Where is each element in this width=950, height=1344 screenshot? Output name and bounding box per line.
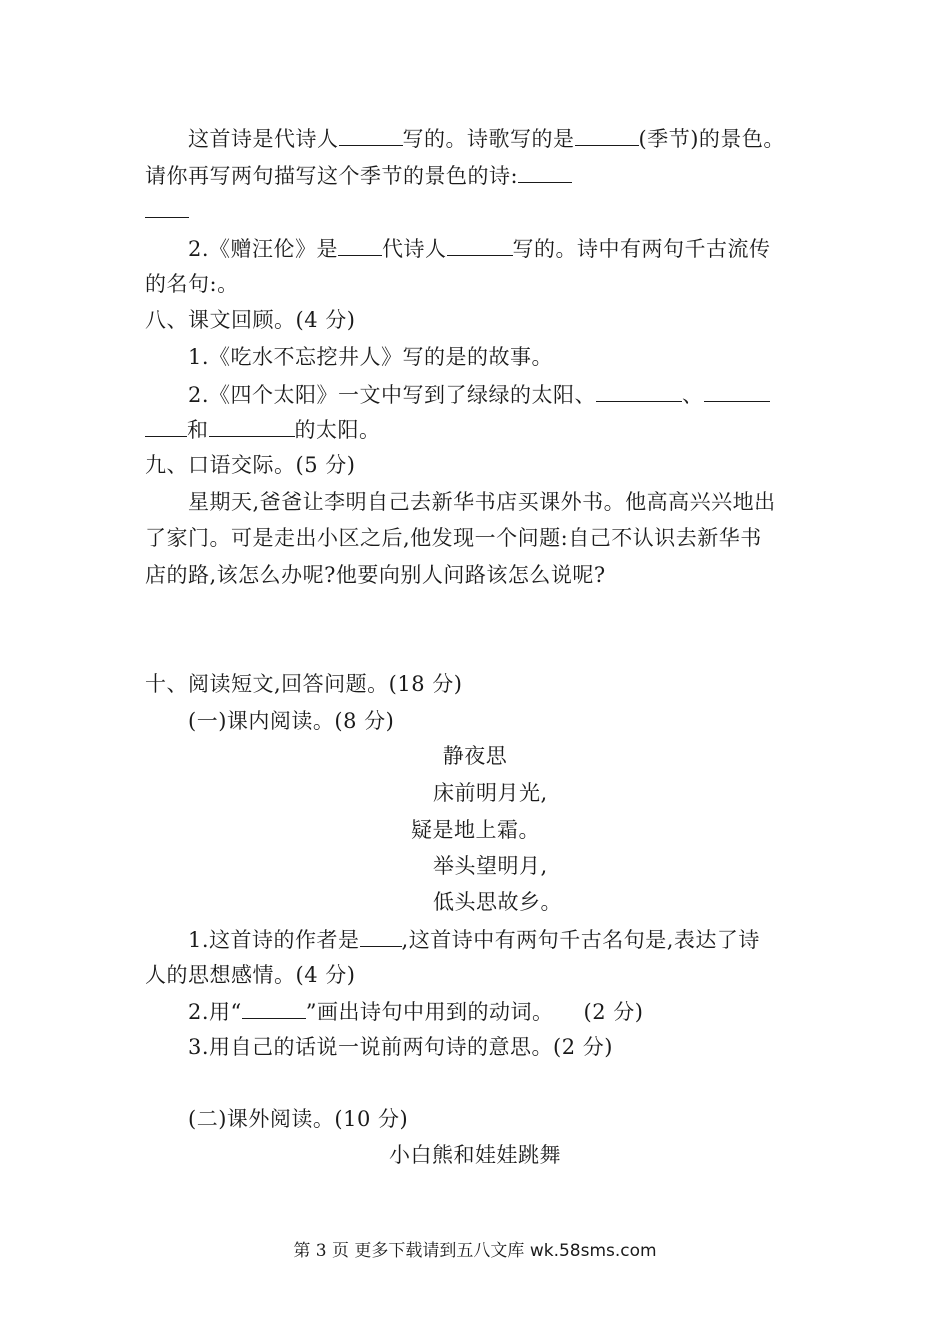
story-title: 小白熊和娃娃跳舞 [389, 1143, 561, 1167]
section-8-heading: 八、课文回顾。(4 分) [145, 308, 356, 332]
s10-part1-heading: (一)课内阅读。(8 分) [188, 709, 395, 733]
answer-blank [338, 235, 382, 256]
s10-q1-line2: 人的思想感情。(4 分) [145, 963, 356, 987]
s10-q1-line [188, 926, 760, 953]
poem-title: 静夜思 [442, 744, 508, 768]
s10-q3: 3.用自己的话说一说前两句诗的意思。(2 分) [188, 1035, 613, 1059]
s7-q2-line [188, 235, 771, 262]
footer-link[interactable]: wk.58sms.com [529, 1241, 657, 1261]
poem-line-1: 床前明月光, [433, 781, 548, 805]
s7-q1-line [188, 125, 785, 152]
s9-paragraph-line1: 星期天,爸爸让李明自己去新华书店买课外书。他高高兴兴地出 [188, 490, 776, 514]
s10-q1-text-b: ,这首诗中有两句千古名句是,表达了诗 [401, 928, 760, 952]
s10-q2-text-b: ”画出诗句中用到的动词。 [305, 1000, 554, 1024]
s7-q2-text-b: 代诗人 [382, 237, 447, 261]
s9-paragraph-line2: 了家门。可是走出小区之后,他发现一个问题:自己不认识去新华书 [145, 526, 762, 550]
s7-q2-text-c: 写的。诗中有两句千古流传 [512, 237, 771, 261]
poem-line-2: 疑是地上霜。 [411, 818, 540, 842]
s10-q2-text-a: 2.用“ [188, 1000, 242, 1024]
answer-blank [575, 125, 639, 146]
s10-part2-heading: (二)课外阅读。(10 分) [188, 1107, 409, 1131]
answer-blank [596, 381, 682, 402]
s8-q2-text-c: 和 [187, 418, 209, 442]
s8-q2-line [188, 381, 770, 408]
poem-line-3: 举头望明月, [433, 854, 548, 878]
answer-blank [339, 125, 403, 146]
s10-q1-text-a: 1.这首诗的作者是 [188, 928, 360, 952]
s8-q2-line2 [145, 416, 381, 443]
section-9-heading: 九、口语交际。(5 分) [145, 453, 356, 477]
s8-q2-text-b: 、 [682, 383, 704, 407]
answer-blank [145, 197, 189, 218]
answer-blank [360, 926, 402, 947]
s7-q1-line3 [145, 197, 189, 224]
s7-q2-text-a: 2.《赠汪伦》是 [188, 237, 339, 261]
s7-q1-text-c: (季节)的景色。 [638, 127, 785, 151]
section-10-heading: 十、阅读短文,回答问题。(18 分) [145, 672, 463, 696]
s9-paragraph-line3: 店的路,该怎么办呢?他要向别人问路该怎么说呢? [145, 563, 606, 587]
s8-q2-text-a: 2.《四个太阳》一文中写到了绿绿的太阳、 [188, 383, 597, 407]
footer-text: 第 3 页 更多下载请到五八文库 [293, 1241, 525, 1261]
s10-q2-text-c: (2 分) [583, 1000, 644, 1024]
s7-q1-text-a: 这首诗是代诗人 [188, 127, 339, 151]
answer-blank [447, 235, 513, 256]
s8-q1: 1.《吃水不忘挖井人》写的是的故事。 [188, 345, 554, 369]
answer-blank [242, 998, 306, 1019]
answer-blank [145, 416, 187, 437]
s7-q1-text-line2: 请你再写两句描写这个季节的景色的诗: [145, 164, 519, 188]
s10-q2-line [188, 998, 643, 1025]
answer-blank [704, 381, 770, 402]
answer-blank [209, 416, 295, 437]
s7-q2-line2: 的名句:。 [145, 272, 239, 296]
s8-q2-text-d: 的太阳。 [294, 418, 381, 442]
poem-line-4: 低头思故乡。 [433, 890, 562, 914]
s7-q1-line2 [145, 162, 572, 189]
answer-blank [518, 162, 572, 183]
s7-q1-text-b: 写的。诗歌写的是 [402, 127, 575, 151]
page-footer [0, 1240, 950, 1262]
